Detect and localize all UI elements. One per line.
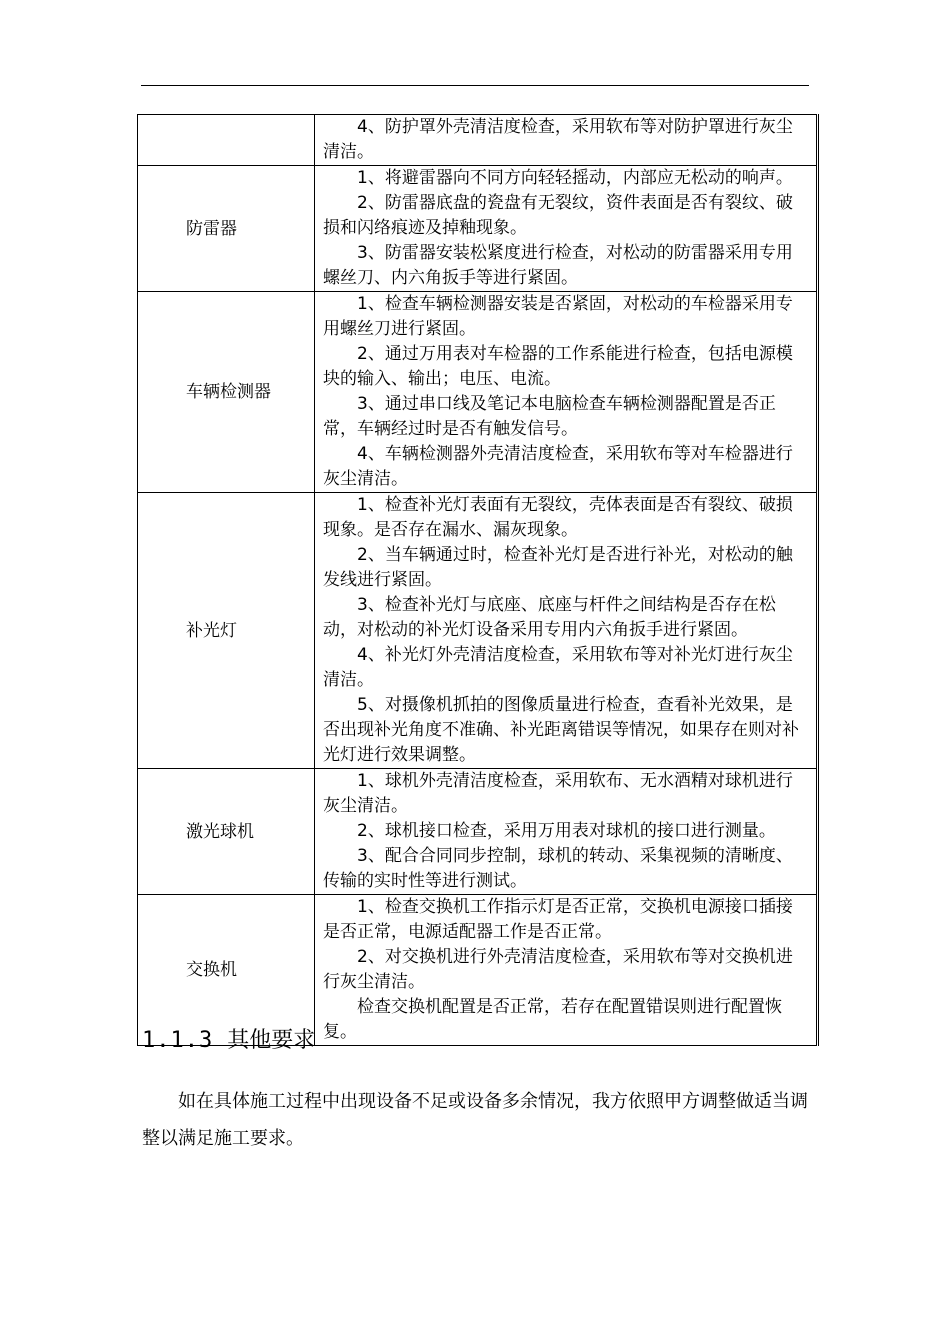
inspection-items-cell: [315, 292, 818, 493]
inspection-item: 1、检查交换机工作指示灯是否正常，交换机电源接口插接是否正常，电源适配器工作是否正常。: [323, 897, 793, 942]
table-row: [138, 292, 818, 493]
inspection-item: 3、配合合同同步控制，球机的转动、采集视频的清晰度、传输的实时性等进行测试。: [323, 846, 793, 891]
inspection-item: 1、检查补光灯表面有无裂纹，壳体表面是否有裂纹、破损现象。是否存在漏水、漏灰现象。: [323, 495, 793, 540]
inspection-item: 4、防护罩外壳清洁度检查，采用软布等对防护罩进行灰尘清洁。: [323, 117, 793, 162]
inspection-item: 2、防雷器底盘的瓷盘有无裂纹，资件表面是否有裂纹、破损和闪络痕迹及掉釉现象。: [323, 193, 793, 238]
inspection-items-cell: [315, 166, 818, 292]
device-name-cell: 车辆检测器: [138, 292, 315, 493]
section-body: 如在具体施工过程中出现设备不足或设备多余情况，我方依照甲方调整做适当调整以满足施工要求。: [142, 1091, 808, 1149]
table-row: [138, 769, 818, 895]
header-rule: [141, 85, 809, 86]
inspection-item: 5、对摄像机抓拍的图像质量进行检查，查看补光效果，是否出现补光角度不准确、补光距离错误等情况，如果存在则对补光灯进行效果调整。: [323, 695, 799, 765]
section-number: 1.1.3: [142, 1028, 214, 1053]
maintenance-table: [137, 114, 819, 1046]
inspection-item: 2、球机接口检查，采用万用表对球机的接口进行测量。: [357, 821, 776, 841]
device-name-cell: 防雷器: [138, 166, 315, 292]
inspection-item: 2、当车辆通过时，检查补光灯是否进行补光，对松动的触发线进行紧固。: [323, 545, 793, 590]
inspection-item: 检查交换机配置是否正常，若存在配置错误则进行配置恢复。: [323, 997, 782, 1042]
inspection-item: 4、车辆检测器外壳清洁度检查，采用软布等对车检器进行灰尘清洁。: [323, 444, 793, 489]
inspection-item: 1、将避雷器向不同方向轻轻摇动，内部应无松动的响声。: [357, 168, 793, 188]
inspection-item: 2、通过万用表对车检器的工作系能进行检查，包括电源模块的输入、输出；电压、电流。: [323, 344, 793, 389]
device-name-cell: 补光灯: [138, 493, 315, 769]
device-name-cell: 激光球机: [138, 769, 315, 895]
inspection-item: 3、通过串口线及笔记本电脑检查车辆检测器配置是否正常，车辆经过时是否有触发信号。: [323, 394, 776, 439]
inspection-item: 1、检查车辆检测器安装是否紧固，对松动的车检器采用专用螺丝刀进行紧固。: [323, 294, 793, 339]
device-name-cell: 交换机: [138, 895, 315, 1046]
section-title: 其他要求: [227, 1028, 316, 1053]
inspection-item: 1、球机外壳清洁度检查，采用软布、无水酒精对球机进行灰尘清洁。: [323, 771, 793, 816]
inspection-items-cell: [315, 493, 818, 769]
inspection-item: 4、补光灯外壳清洁度检查，采用软布等对补光灯进行灰尘清洁。: [323, 645, 793, 690]
inspection-item: 3、检查补光灯与底座、底座与杆件之间结构是否存在松动，对松动的补光灯设备采用专用内六角扳手进行紧固。: [323, 595, 776, 640]
table-row: [138, 493, 818, 769]
table-row: [138, 166, 818, 292]
device-name-cell: [138, 115, 315, 166]
section-heading: [142, 1026, 315, 1056]
inspection-items-cell: [315, 769, 818, 895]
inspection-items-cell: [315, 895, 818, 1046]
table-row: [138, 115, 818, 166]
inspection-item: 3、防雷器安装松紧度进行检查，对松动的防雷器采用专用螺丝刀、内六角扳手等进行紧固。: [323, 243, 793, 288]
maintenance-table-body: [138, 115, 818, 1046]
inspection-item: 2、对交换机进行外壳清洁度检查，采用软布等对交换机进行灰尘清洁。: [323, 947, 793, 992]
table-row: [138, 895, 818, 1046]
inspection-items-cell: [315, 115, 818, 166]
